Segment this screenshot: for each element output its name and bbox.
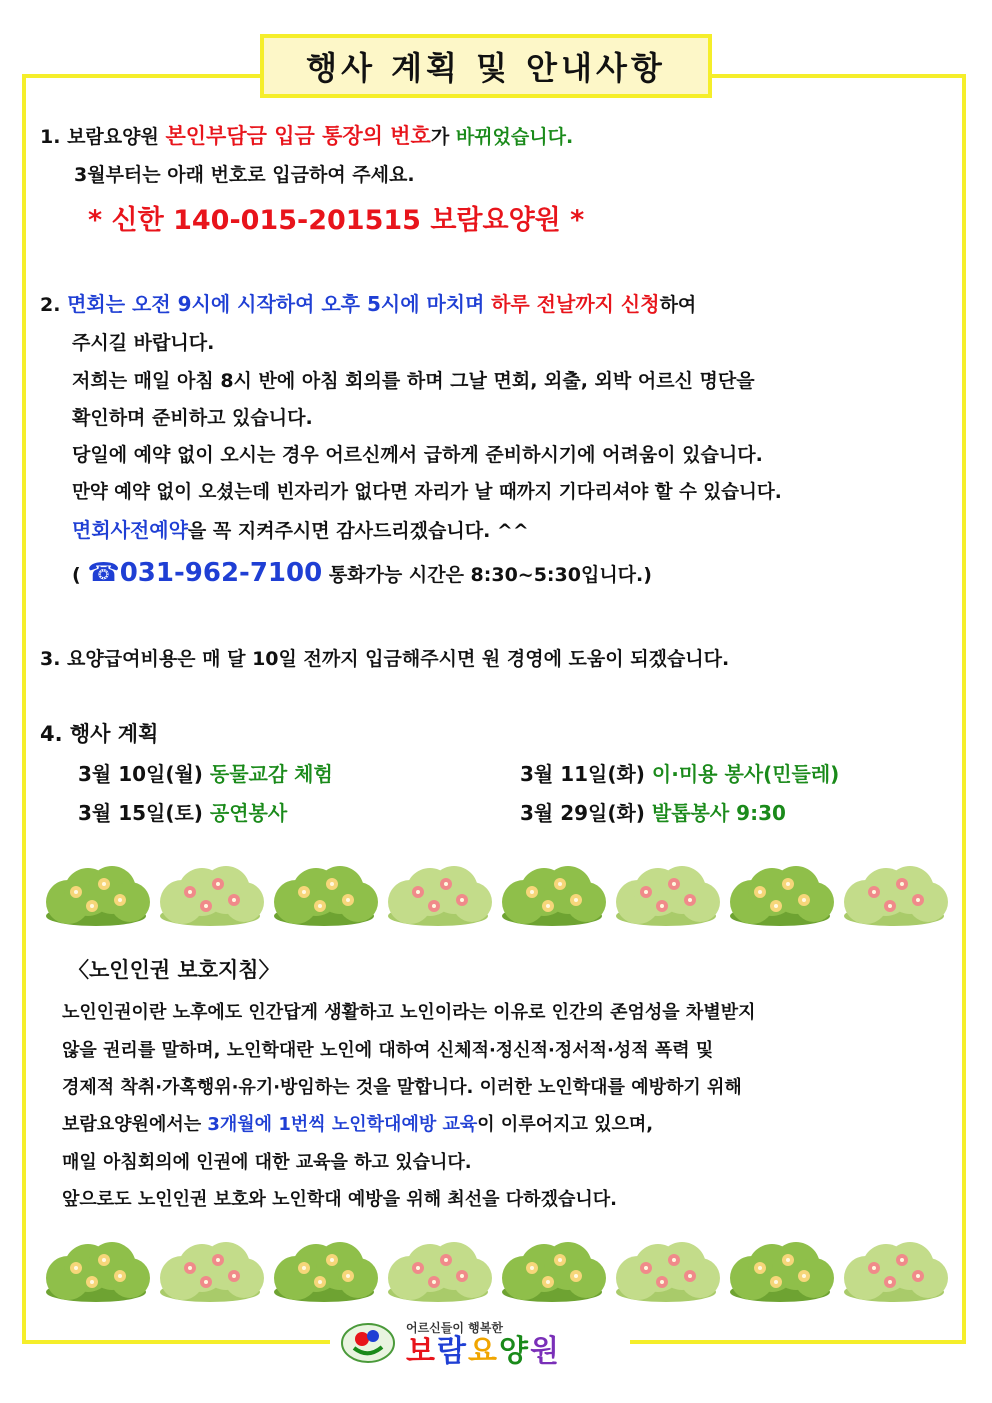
section1-highlight: 본인부담금 입금 통장의 번호: [165, 124, 431, 148]
event-1-date: 3월 10일(월): [78, 762, 203, 786]
event-1-name: 동물교감 체험: [209, 762, 333, 786]
section3-text: 3. 요양급여비용은 매 달 10일 전까지 입금해주시면 원 경영에 도움이 되겠습니다.: [40, 648, 730, 670]
rights-line5: 매일 아침회의에 인권에 대한 교육을 하고 있습니다.: [62, 1152, 472, 1173]
bush: [730, 1242, 834, 1302]
event-3: [78, 797, 287, 826]
bush: [502, 866, 606, 926]
section2-line7-tail: 을 꼭 지켜주시면 감사드리겠습니다. ^^: [187, 520, 529, 542]
section1-mid: 가: [430, 126, 456, 148]
section2-line2: 주시길 바랍니다.: [72, 332, 215, 354]
bush: [160, 1242, 264, 1302]
bush: [46, 866, 150, 926]
visit-deadline: 하루 전날까지 신청: [491, 292, 660, 316]
section1-line1: [40, 120, 573, 150]
logo-char: 원: [529, 1333, 561, 1369]
phone-tail: 통화가능 시간은 8:30~5:30입니다.): [328, 564, 652, 586]
rights-line4-pre: 보람요양원에서는: [62, 1114, 208, 1135]
footer-logo: [330, 1312, 630, 1374]
rights-line4: [62, 1110, 653, 1136]
bush: [844, 1242, 948, 1302]
bush-decoration-top: [40, 862, 950, 932]
event-2-name: 이·미용 봉사(민들레): [651, 762, 840, 786]
section2-line6: 만약 예약 없이 오셨는데 빈자리가 없다면 자리가 날 때까지 기다리셔야 할 수 있습니다.: [72, 482, 782, 503]
event-4-date: 3월 29일(화): [520, 801, 645, 825]
bush-row-top: [46, 866, 948, 926]
section2-num: 2.: [40, 294, 61, 316]
event-2-date: 3월 11일(화): [520, 762, 645, 786]
rights-line1: 노인인권이란 노후에도 인간답게 생활하고 노인이라는 이유로 인간의 존엄성을 차별받지: [62, 1002, 756, 1023]
phone-number: ☎031-962-7100: [87, 558, 323, 588]
bush: [616, 1242, 720, 1302]
section2-line5: 당일에 예약 없이 오시는 경우 어르신께서 급하게 준비하시기에 어려움이 있습니다.: [72, 444, 763, 466]
rights-line4-tail: 이 이루어지고 있으며,: [477, 1114, 654, 1135]
bush: [46, 1242, 150, 1302]
event-4: [520, 797, 786, 826]
logo-emblem-icon: [340, 1321, 396, 1365]
event-1: [78, 758, 333, 787]
logo-text-block: [406, 1319, 561, 1368]
rights-line3: 경제적 착취·가혹행위·유기·방임하는 것을 말합니다. 이러한 노인학대를 예방하기 위해: [62, 1077, 742, 1098]
section1-num: 1.: [40, 126, 61, 148]
section2-line1: [40, 288, 696, 317]
section2-line3: 저희는 매일 아침 8시 반에 아침 회의를 하며 그날 면회, 외출, 외박 어르신 명단을: [72, 370, 755, 392]
bush: [388, 1242, 492, 1302]
section2-phone-line: [72, 558, 652, 588]
bush-decoration-bottom: [40, 1238, 950, 1308]
logo-name: [406, 1333, 561, 1369]
bush: [502, 1242, 606, 1302]
section2-line7: [72, 514, 529, 543]
logo-char: 람: [436, 1333, 468, 1369]
bush-row-bottom: [46, 1242, 948, 1302]
bush: [730, 866, 834, 926]
rights-heading: 〈노인인권 보호지침〉: [68, 958, 280, 982]
visit-hours: 면회는 오전 9시에 시작하여 오후 5시에 마치며: [67, 292, 485, 316]
bush: [274, 1242, 378, 1302]
bush: [844, 866, 948, 926]
logo-char: 양: [498, 1333, 530, 1369]
bush: [160, 866, 264, 926]
logo-char: 보: [406, 1333, 437, 1369]
rights-line2: 않을 권리를 말하며, 노인학대란 노인에 대하여 신체적·정신적·정서적·성적 폭력 및: [62, 1040, 714, 1061]
logo-tagline: 어르신들이 행복한: [406, 1320, 503, 1335]
section1-line2: 3월부터는 아래 번호로 입금하여 주세요.: [74, 164, 415, 186]
page-title: 행사 계획 및 안내사항: [260, 34, 712, 98]
section1-changed: 바뀌었습니다.: [455, 126, 574, 148]
event-3-date: 3월 15일(토): [78, 801, 203, 825]
section2-line4: 확인하며 준비하고 있습니다.: [72, 407, 313, 429]
phone-paren: (: [72, 564, 81, 586]
section2-tail: 하여: [659, 294, 697, 316]
bush: [616, 866, 720, 926]
logo-char: 요: [467, 1333, 499, 1369]
account-number: * 신한 140-015-201515 보람요양원 *: [88, 205, 585, 236]
event-3-name: 공연봉사: [209, 801, 288, 825]
bush: [388, 866, 492, 926]
rights-line6: 앞으로도 노인인권 보호와 노인학대 예방을 위해 최선을 다하겠습니다.: [62, 1189, 617, 1210]
bush: [274, 866, 378, 926]
reserve-highlight: 면회사전예약: [72, 518, 188, 542]
event-2: [520, 758, 839, 787]
event-4-name: 발톱봉사 9:30: [651, 801, 786, 825]
section4-heading: 4. 행사 계획: [40, 722, 159, 746]
rights-line4-highlight: 3개월에 1번씩 노인학대예방 교육: [207, 1114, 478, 1135]
section1-pre: 보람요양원: [67, 126, 166, 148]
